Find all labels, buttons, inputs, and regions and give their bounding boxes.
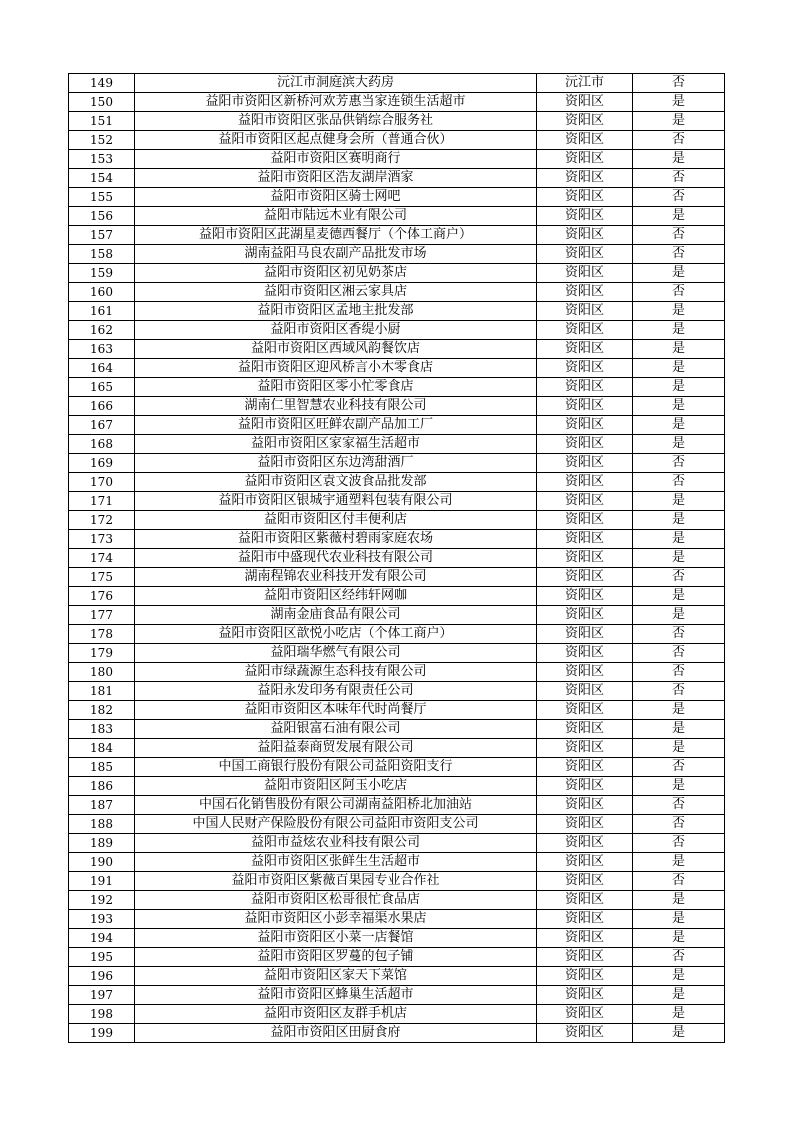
status-flag-cell: 是 — [633, 929, 725, 948]
row-number-cell: 184 — [69, 739, 135, 758]
table-row — [69, 549, 725, 568]
business-name-cell: 益阳市资阳区张品供销综合服务社 — [135, 112, 537, 131]
district-cell: 资阳区 — [537, 1024, 633, 1043]
business-name-cell: 益阳市资阳区孟地主批发部 — [135, 302, 537, 321]
status-flag-cell: 否 — [633, 454, 725, 473]
table-row — [69, 169, 725, 188]
district-cell: 资阳区 — [537, 891, 633, 910]
status-flag-cell: 是 — [633, 986, 725, 1005]
row-number-cell: 199 — [69, 1024, 135, 1043]
business-name-cell: 益阳市资阳区湘云家具店 — [135, 283, 537, 302]
status-flag-cell: 是 — [633, 378, 725, 397]
status-flag-cell: 是 — [633, 720, 725, 739]
status-flag-cell: 否 — [633, 131, 725, 150]
business-name-cell: 益阳市资阳区茈湖星麦德西餐厅（个体工商户） — [135, 226, 537, 245]
row-number-cell: 196 — [69, 967, 135, 986]
table-row — [69, 891, 725, 910]
row-number-cell: 195 — [69, 948, 135, 967]
business-name-cell: 益阳市资阳区骑士网吧 — [135, 188, 537, 207]
status-flag-cell: 否 — [633, 74, 725, 93]
business-name-cell: 益阳市资阳区零小忙零食店 — [135, 378, 537, 397]
business-name-cell: 益阳市资阳区紫薇百果园专业合作社 — [135, 872, 537, 891]
table-row — [69, 948, 725, 967]
row-number-cell: 169 — [69, 454, 135, 473]
district-cell: 资阳区 — [537, 511, 633, 530]
business-name-cell: 益阳市资阳区浩友湖岸酒家 — [135, 169, 537, 188]
table-row — [69, 207, 725, 226]
district-cell: 资阳区 — [537, 853, 633, 872]
table-row — [69, 720, 725, 739]
row-number-cell: 155 — [69, 188, 135, 207]
district-cell: 资阳区 — [537, 929, 633, 948]
table-row — [69, 340, 725, 359]
district-cell: 资阳区 — [537, 834, 633, 853]
district-cell: 资阳区 — [537, 283, 633, 302]
district-cell: 资阳区 — [537, 663, 633, 682]
table-row — [69, 492, 725, 511]
row-number-cell: 150 — [69, 93, 135, 112]
table-row — [69, 777, 725, 796]
business-name-cell: 益阳市资阳区友群手机店 — [135, 1005, 537, 1024]
row-number-cell: 185 — [69, 758, 135, 777]
status-flag-cell: 否 — [633, 758, 725, 777]
district-cell: 资阳区 — [537, 169, 633, 188]
table-row — [69, 644, 725, 663]
business-name-cell: 益阳市陆远木业有限公司 — [135, 207, 537, 226]
table-row — [69, 587, 725, 606]
status-flag-cell: 否 — [633, 169, 725, 188]
district-cell: 资阳区 — [537, 606, 633, 625]
status-flag-cell: 否 — [633, 226, 725, 245]
table-row — [69, 739, 725, 758]
status-flag-cell: 是 — [633, 910, 725, 929]
business-name-cell: 益阳市资阳区新桥河欢芳惠当家连锁生活超市 — [135, 93, 537, 112]
row-number-cell: 181 — [69, 682, 135, 701]
business-name-cell: 益阳市资阳区初见奶茶店 — [135, 264, 537, 283]
table-row — [69, 283, 725, 302]
row-number-cell: 157 — [69, 226, 135, 245]
row-number-cell: 151 — [69, 112, 135, 131]
status-flag-cell: 否 — [633, 188, 725, 207]
district-cell: 资阳区 — [537, 359, 633, 378]
row-number-cell: 191 — [69, 872, 135, 891]
business-name-cell: 益阳市资阳区家天下菜馆 — [135, 967, 537, 986]
business-name-cell: 益阳市资阳区紫薇村碧雨家庭农场 — [135, 530, 537, 549]
table-row — [69, 625, 725, 644]
business-name-cell: 湖南益阳马良农副产品批发市场 — [135, 245, 537, 264]
row-number-cell: 183 — [69, 720, 135, 739]
business-name-cell: 中国石化销售股份有限公司湖南益阳桥北加油站 — [135, 796, 537, 815]
table-row — [69, 834, 725, 853]
status-flag-cell: 是 — [633, 416, 725, 435]
business-list-table — [68, 73, 725, 1043]
status-flag-cell: 否 — [633, 568, 725, 587]
business-name-cell: 益阳市资阳区西域风韵餐饮店 — [135, 340, 537, 359]
business-name-cell: 益阳市资阳区本味年代时尚餐厅 — [135, 701, 537, 720]
row-number-cell: 164 — [69, 359, 135, 378]
row-number-cell: 189 — [69, 834, 135, 853]
table-row — [69, 378, 725, 397]
district-cell: 资阳区 — [537, 454, 633, 473]
table-row — [69, 321, 725, 340]
district-cell: 资阳区 — [537, 150, 633, 169]
status-flag-cell: 是 — [633, 435, 725, 454]
district-cell: 资阳区 — [537, 112, 633, 131]
district-cell: 资阳区 — [537, 226, 633, 245]
business-name-cell: 益阳市资阳区罗蔓的包子铺 — [135, 948, 537, 967]
district-cell: 资阳区 — [537, 93, 633, 112]
status-flag-cell: 是 — [633, 112, 725, 131]
status-flag-cell: 是 — [633, 549, 725, 568]
row-number-cell: 193 — [69, 910, 135, 929]
business-name-cell: 湖南程锦农业科技开发有限公司 — [135, 568, 537, 587]
district-cell: 资阳区 — [537, 625, 633, 644]
status-flag-cell: 是 — [633, 93, 725, 112]
status-flag-cell: 否 — [633, 948, 725, 967]
status-flag-cell: 是 — [633, 891, 725, 910]
district-cell: 资阳区 — [537, 796, 633, 815]
status-flag-cell: 否 — [633, 834, 725, 853]
row-number-cell: 172 — [69, 511, 135, 530]
row-number-cell: 186 — [69, 777, 135, 796]
district-cell: 资阳区 — [537, 473, 633, 492]
row-number-cell: 165 — [69, 378, 135, 397]
district-cell: 资阳区 — [537, 872, 633, 891]
table-row — [69, 1024, 725, 1043]
district-cell: 资阳区 — [537, 682, 633, 701]
business-name-cell: 益阳市资阳区经纬轩网咖 — [135, 587, 537, 606]
row-number-cell: 156 — [69, 207, 135, 226]
table-row — [69, 853, 725, 872]
row-number-cell: 159 — [69, 264, 135, 283]
table-row — [69, 93, 725, 112]
row-number-cell: 198 — [69, 1005, 135, 1024]
district-cell: 资阳区 — [537, 815, 633, 834]
row-number-cell: 154 — [69, 169, 135, 188]
status-flag-cell: 否 — [633, 625, 725, 644]
row-number-cell: 188 — [69, 815, 135, 834]
business-name-cell: 益阳市资阳区歆悦小吃店（个体工商户） — [135, 625, 537, 644]
status-flag-cell: 是 — [633, 492, 725, 511]
business-name-cell: 湖南金庙食品有限公司 — [135, 606, 537, 625]
status-flag-cell: 是 — [633, 207, 725, 226]
district-cell: 资阳区 — [537, 302, 633, 321]
table-row — [69, 568, 725, 587]
business-name-cell: 中国人民财产保险股份有限公司益阳市资阳支公司 — [135, 815, 537, 834]
table-body — [69, 74, 725, 1043]
status-flag-cell: 是 — [633, 511, 725, 530]
table-row — [69, 74, 725, 93]
row-number-cell: 161 — [69, 302, 135, 321]
business-name-cell: 益阳市资阳区张鲜生生活超市 — [135, 853, 537, 872]
business-name-cell: 益阳永发印务有限责任公司 — [135, 682, 537, 701]
district-cell: 资阳区 — [537, 264, 633, 283]
business-name-cell: 益阳市中盛现代农业科技有限公司 — [135, 549, 537, 568]
district-cell: 资阳区 — [537, 777, 633, 796]
status-flag-cell: 是 — [633, 1024, 725, 1043]
table-row — [69, 910, 725, 929]
business-name-cell: 益阳市资阳区袁文波食品批发部 — [135, 473, 537, 492]
status-flag-cell: 是 — [633, 150, 725, 169]
district-cell: 资阳区 — [537, 1005, 633, 1024]
table-row — [69, 530, 725, 549]
business-name-cell: 益阳市资阳区东边湾甜酒厂 — [135, 454, 537, 473]
district-cell: 资阳区 — [537, 967, 633, 986]
business-name-cell: 益阳市资阳区松哥很忙食品店 — [135, 891, 537, 910]
business-name-cell: 益阳瑞华燃气有限公司 — [135, 644, 537, 663]
table-row — [69, 758, 725, 777]
district-cell: 资阳区 — [537, 587, 633, 606]
table-row — [69, 454, 725, 473]
table-row — [69, 150, 725, 169]
status-flag-cell: 是 — [633, 739, 725, 758]
row-number-cell: 190 — [69, 853, 135, 872]
table-row — [69, 131, 725, 150]
table-row — [69, 511, 725, 530]
status-flag-cell: 否 — [633, 283, 725, 302]
district-cell: 资阳区 — [537, 644, 633, 663]
business-name-cell: 湖南仁里智慧农业科技有限公司 — [135, 397, 537, 416]
row-number-cell: 166 — [69, 397, 135, 416]
row-number-cell: 149 — [69, 74, 135, 93]
row-number-cell: 158 — [69, 245, 135, 264]
row-number-cell: 168 — [69, 435, 135, 454]
status-flag-cell: 是 — [633, 321, 725, 340]
table-row — [69, 929, 725, 948]
status-flag-cell: 是 — [633, 340, 725, 359]
status-flag-cell: 是 — [633, 587, 725, 606]
business-name-cell: 益阳市资阳区付丰便利店 — [135, 511, 537, 530]
table-row — [69, 682, 725, 701]
table-row — [69, 815, 725, 834]
row-number-cell: 187 — [69, 796, 135, 815]
district-cell: 资阳区 — [537, 492, 633, 511]
status-flag-cell: 是 — [633, 530, 725, 549]
business-name-cell: 益阳市资阳区起点健身会所（普通合伙） — [135, 131, 537, 150]
status-flag-cell: 否 — [633, 245, 725, 264]
status-flag-cell: 是 — [633, 777, 725, 796]
district-cell: 资阳区 — [537, 435, 633, 454]
table-row — [69, 435, 725, 454]
table-row — [69, 872, 725, 891]
table-row — [69, 264, 725, 283]
business-name-cell: 益阳市资阳区小彭幸福渠水果店 — [135, 910, 537, 929]
row-number-cell: 182 — [69, 701, 135, 720]
row-number-cell: 167 — [69, 416, 135, 435]
table-row — [69, 188, 725, 207]
table-row — [69, 986, 725, 1005]
status-flag-cell: 是 — [633, 264, 725, 283]
business-name-cell: 益阳市资阳区旺鲜农副产品加工厂 — [135, 416, 537, 435]
district-cell: 资阳区 — [537, 416, 633, 435]
business-name-cell: 益阳益泰商贸发展有限公司 — [135, 739, 537, 758]
district-cell: 资阳区 — [537, 321, 633, 340]
row-number-cell: 153 — [69, 150, 135, 169]
row-number-cell: 179 — [69, 644, 135, 663]
row-number-cell: 163 — [69, 340, 135, 359]
table-row — [69, 112, 725, 131]
status-flag-cell: 是 — [633, 701, 725, 720]
status-flag-cell: 是 — [633, 359, 725, 378]
district-cell: 资阳区 — [537, 131, 633, 150]
table-row — [69, 1005, 725, 1024]
status-flag-cell: 是 — [633, 1005, 725, 1024]
row-number-cell: 173 — [69, 530, 135, 549]
row-number-cell: 176 — [69, 587, 135, 606]
table-row — [69, 967, 725, 986]
district-cell: 资阳区 — [537, 397, 633, 416]
row-number-cell: 197 — [69, 986, 135, 1005]
business-name-cell: 益阳市资阳区蜂巢生活超市 — [135, 986, 537, 1005]
status-flag-cell: 否 — [633, 796, 725, 815]
district-cell: 资阳区 — [537, 378, 633, 397]
status-flag-cell: 是 — [633, 397, 725, 416]
row-number-cell: 175 — [69, 568, 135, 587]
business-name-cell: 益阳市绿蔬源生态科技有限公司 — [135, 663, 537, 682]
business-name-cell: 益阳市资阳区迎风桥言小木零食店 — [135, 359, 537, 378]
row-number-cell: 170 — [69, 473, 135, 492]
table-row — [69, 416, 725, 435]
table-row — [69, 701, 725, 720]
district-cell: 资阳区 — [537, 739, 633, 758]
table-row — [69, 302, 725, 321]
district-cell: 沅江市 — [537, 74, 633, 93]
business-name-cell: 益阳市资阳区银城宇通塑料包装有限公司 — [135, 492, 537, 511]
table-row — [69, 226, 725, 245]
business-name-cell: 沅江市洞庭滨大药房 — [135, 74, 537, 93]
status-flag-cell: 否 — [633, 663, 725, 682]
table-row — [69, 796, 725, 815]
district-cell: 资阳区 — [537, 910, 633, 929]
district-cell: 资阳区 — [537, 188, 633, 207]
business-name-cell: 中国工商银行股份有限公司益阳资阳支行 — [135, 758, 537, 777]
district-cell: 资阳区 — [537, 549, 633, 568]
business-name-cell: 益阳市资阳区香缇小厨 — [135, 321, 537, 340]
status-flag-cell: 是 — [633, 967, 725, 986]
table-row — [69, 606, 725, 625]
table-row — [69, 245, 725, 264]
status-flag-cell: 是 — [633, 606, 725, 625]
district-cell: 资阳区 — [537, 207, 633, 226]
row-number-cell: 160 — [69, 283, 135, 302]
row-number-cell: 180 — [69, 663, 135, 682]
status-flag-cell: 否 — [633, 473, 725, 492]
table-row — [69, 663, 725, 682]
district-cell: 资阳区 — [537, 986, 633, 1005]
business-name-cell: 益阳市资阳区小菜一店餐馆 — [135, 929, 537, 948]
district-cell: 资阳区 — [537, 720, 633, 739]
row-number-cell: 162 — [69, 321, 135, 340]
row-number-cell: 171 — [69, 492, 135, 511]
row-number-cell: 177 — [69, 606, 135, 625]
business-name-cell: 益阳市益炫农业科技有限公司 — [135, 834, 537, 853]
table-row — [69, 397, 725, 416]
district-cell: 资阳区 — [537, 568, 633, 587]
business-name-cell: 益阳市资阳区家家福生活超市 — [135, 435, 537, 454]
status-flag-cell: 否 — [633, 644, 725, 663]
row-number-cell: 174 — [69, 549, 135, 568]
district-cell: 资阳区 — [537, 948, 633, 967]
table-row — [69, 473, 725, 492]
status-flag-cell: 否 — [633, 682, 725, 701]
district-cell: 资阳区 — [537, 245, 633, 264]
table-row — [69, 359, 725, 378]
district-cell: 资阳区 — [537, 340, 633, 359]
district-cell: 资阳区 — [537, 530, 633, 549]
row-number-cell: 194 — [69, 929, 135, 948]
business-name-cell: 益阳市资阳区赛明商行 — [135, 150, 537, 169]
business-name-cell: 益阳市资阳区田厨食府 — [135, 1024, 537, 1043]
row-number-cell: 192 — [69, 891, 135, 910]
status-flag-cell: 是 — [633, 302, 725, 321]
business-name-cell: 益阳银富石油有限公司 — [135, 720, 537, 739]
row-number-cell: 152 — [69, 131, 135, 150]
business-name-cell: 益阳市资阳区阿玉小吃店 — [135, 777, 537, 796]
district-cell: 资阳区 — [537, 758, 633, 777]
status-flag-cell: 是 — [633, 853, 725, 872]
district-cell: 资阳区 — [537, 701, 633, 720]
status-flag-cell: 否 — [633, 872, 725, 891]
status-flag-cell: 否 — [633, 815, 725, 834]
row-number-cell: 178 — [69, 625, 135, 644]
